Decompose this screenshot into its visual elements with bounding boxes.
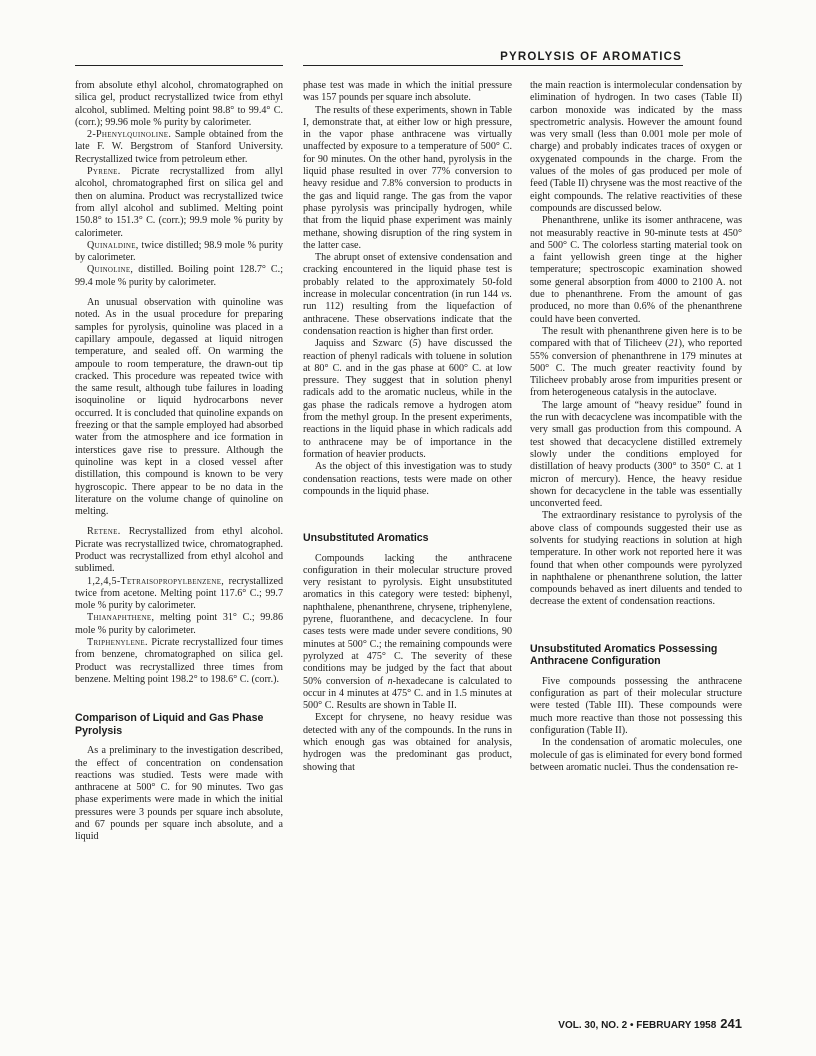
header-rule-left xyxy=(75,65,283,66)
compound-name: Quinoline, xyxy=(87,264,134,276)
paragraph: As a preliminary to the investigation described, the effect of concentration on condensation reactions was studied. Tests were made with anthracene at 500° C. for 90 minutes. Two gas phase experiments were made in which the initial pressures were 3 pounds per square inch absolute, and 67 pounds per square inch absolute, and a liquid xyxy=(75,745,283,843)
issue-line: VOL. 30, NO. 2 • FEBRUARY 1958 xyxy=(558,1020,717,1031)
compound-entry xyxy=(75,612,283,637)
compound-entry xyxy=(75,637,283,686)
compound-text: Picrate recrystallized four times from benzene, chromatographed on silica gel. Product was recrystallized three times from benzene. Melting point 198.2° to 198.6° C. (corr.). xyxy=(75,637,283,685)
paragraph: Phenanthrene, unlike its isomer anthracene, was not measurably reactive in 90-minute tests at 450° and 500° C. The colorless starting material took on a faint yellowish green tinge at the higher temperature; spectroscopic examination showed some general absorption from 4000 to 2100 A. not due to phenanthrene. From the amount of gas produced, no more than 0.6% of the phenanthrene could have been converted. xyxy=(530,215,742,325)
compound-name: Thianaphthene, xyxy=(87,612,155,624)
section-heading: Unsubstituted Aromatics xyxy=(303,532,429,545)
paragraph: The large amount of “heavy residue” found in the run with decacyclene was incompatible with the very small gas production from this compound. A test showed that decacyclene distilled extremely slowly under the conditions employed for distillation of heavy products (300° to 350° C. at 1 micron of mercury). Hence, the heavy residue shown for decacyclene in the table was essentially unconverted feed. xyxy=(530,399,742,510)
paragraph xyxy=(303,553,512,713)
page-footer xyxy=(520,1016,742,1031)
paragraph: Five compounds possessing the anthracene configuration as part of their molecular structure were tested (Table III). These compounds were much more reactive than those not possessing this configuration (Table II). xyxy=(530,675,742,736)
paragraph: phase test was made in which the initial pressure was 157 pounds per square inch absolute. xyxy=(303,80,512,104)
header-rule-right xyxy=(303,65,683,66)
text-run: -hexadecane is calculated to occur in 4 minutes at 475° C. and in 1.5 minutes at 500° C. Results are shown in Table II. xyxy=(303,675,512,712)
reference-number: 21 xyxy=(668,338,679,350)
text-run: run 112) resulting from the liquefaction of anthracene. These observations indicate that the condensation reaction is higher than first order. xyxy=(303,301,512,337)
compound-text: Recrystallized from ethyl alcohol. Picrate was recrystallized twice, chromatographed. Product was recrystallized from ethyl alcohol and sublimed. xyxy=(75,526,283,575)
running-head: PYROLYSIS OF AROMATICS xyxy=(500,51,682,63)
paragraph: In the condensation of aromatic molecules, one molecule of gas is eliminated for every bond formed between aromatic nuclei. Thus the condensation re- xyxy=(530,737,742,773)
compound-text: distilled. Boiling point 128.7° C.; 99.4 mole % purity by calorimeter. xyxy=(75,264,283,288)
section-heading: Unsubstituted Aromatics Possessing Anthracene Configuration xyxy=(530,642,718,668)
compound-entry xyxy=(75,576,283,613)
compound-entry xyxy=(75,264,283,289)
paragraph xyxy=(303,252,512,338)
compound-entry xyxy=(75,526,283,575)
text-run: Compounds lacking the anthracene configuration in their molecular structure proved very resistant to pyrolysis. Eight unsubstituted aromatics in this category were tested: biphenyl, naphthalene, phenanthrene, chrysene, triphenylene, pyrene, fluoranthene, and decacyclene. In four cases tests were made under severe conditions, 90 minutes at 500° C.; the remaining compounds were pyrolyzed at 475° C. The severity of these conditions may be judged by the fact that about 50% conversion of xyxy=(303,552,512,687)
text-run: ), who reported 55% conversion of phenanthrene in 179 minutes at 500° C. The much greater reactivity found by Tilicheev probably arose from impurities present or from heterogeneous catalysis in the autoclave. xyxy=(530,338,742,399)
compound-name: Quinaldine, xyxy=(87,239,139,251)
compound-text: recrystallized twice from acetone. Melting point 117.6° C.; 99.7 mole % purity by calorimeter. xyxy=(75,575,283,612)
paragraph: The extraordinary resistance to pyrolysis of the above class of compounds suggested their use as solvents for studying reactions in solution at high temperature. In other work not reported here it was found that when other compounds were pyrolyzed in naphthalene or phenanthrene solution, the latter compounds behaved as inert diluents and tended to decrease the extent of condensation reactions. xyxy=(530,510,742,608)
paragraph: The results of these experiments, shown in Table I, demonstrate that, at either low or high pressure, in the vapor phase anthracene was virtually unaffected by exposure to a temperature of 500° C. for 90 minutes. On the other hand, pyrolysis in the liquid phase resulted in over 77% conversion to heavy residue and 7.8% conversion to products in the gas and liquid range. The gas from the vapor phase pyrolysis was principally hydrogen, while that from the liquid phase experiment was mainly methane, showing disruption of the ring system in the latter case. xyxy=(303,104,513,251)
compound-entry xyxy=(75,166,283,240)
text-run: Jaquiss and Szwarc ( xyxy=(315,338,413,350)
section-heading: Comparison of Liquid and Gas Phase Pyrolysis xyxy=(75,712,264,737)
paragraph: As the object of this investigation was to study condensation reactions, tests were made on other compounds in the liquid phase. xyxy=(303,461,512,497)
compound-text: melting point 31° C.; 99.86 mole % purity by calorimeter. xyxy=(75,612,283,636)
page-number: 241 xyxy=(720,1016,742,1031)
paragraph: from absolute ethyl alcohol, chromatographed on silica gel, product recrystallized twice from ethyl alcohol, sublimed. Melting point 98.8° to 99.4° C. (corr.); 99.96 mole % purity by calorimeter. xyxy=(75,80,283,128)
text-run: The abrupt onset of extensive condensation and cracking encountered in the liquid phase test is probably related to the approximately 50-fold increase in molecular concentration (in run 144 xyxy=(303,252,512,301)
column-3 xyxy=(530,80,742,774)
compound-name: 1,2,4,5-Tetraisopropylbenzene, xyxy=(87,575,225,587)
compound-text: twice distilled; 98.9 mole % purity by calorimeter. xyxy=(75,239,283,264)
text-run: n xyxy=(387,675,393,687)
compound-entry xyxy=(75,240,283,265)
compound-entry xyxy=(75,129,283,166)
compound-text: Picrate recrystallized from allyl alcohol, chromatographed first on silica gel and then on alumina. Product was recrystallized twice from allyl alcohol and sublimed. Melting point 150.8° to 151.3° C. (corr.); 99.9 mole % purity by calorimeter. xyxy=(75,166,283,239)
column-2 xyxy=(303,80,512,774)
paragraph xyxy=(530,326,742,400)
text-run: The result with phenanthrene given here is to be compared with that of Tilicheev ( xyxy=(530,325,742,350)
column-1 xyxy=(75,80,283,844)
compound-name: Retene. xyxy=(87,526,121,538)
compound-text: Sample obtained from the late F. W. Bergstrom of Stanford University. Recrystallized twice from petroleum ether. xyxy=(75,129,283,165)
paragraph xyxy=(303,338,512,461)
compound-name: Triphenylene. xyxy=(87,637,148,649)
reference-number: 5 xyxy=(412,338,418,350)
paragraph: An unusual observation with quinoline was noted. As in the usual procedure for preparing samples for pyrolysis, quinoline was placed in a capillary ampoule, degassed at liquid nitrogen temperature, and sealed off. On warming the ampoule to room temperature, the drawn-out tip cracked. This procedure was repeated twice with the same result, although tube failures in loading isoquinoline or liquid hydrocarbons never occurred. It is concluded that quinoline expands on freezing or that the sample employed had absorbed water from the atmosphere and ice formation in interstices gave rise to pressure. Although the quinoline was kept in a closed vessel after distillation, this compound is known to be very hygroscopic. There appear to be no data in the literature on the volume change of quinoline on melting. xyxy=(75,297,283,518)
paragraph: the main reaction is intermolecular condensation by elimination of hydrogen. In two cases (Table II) carbon monoxide was indicated by the mass spectrometric analysis. However the amount found was very small (less than 0.001 mole per mole of charge) and probably indicates traces of oxygen or oxygenated compounds in the charge. From the values of the moles of gas produced per mole of feed (Table II) chrysene was the most reactive of the eight compounds. The relative reactivities of these compounds are discussed below. xyxy=(530,80,743,214)
text-run: ) have discussed the reaction of phenyl radicals with toluene in solution at 80° C. and in the gas phase at 600° C. at low pressure. They suggest that in solution phenyl radicals add to the aromatic nucleus, while in the gas phase the radicals remove a hydrogen atom from the methyl group. In the present experiments, reactions in the liquid phase in which radicals add to anthracene may be of importance in the formation of heavier products. xyxy=(303,338,512,460)
compound-name: Pyrene. xyxy=(87,166,121,178)
paragraph: Except for chrysene, no heavy residue was detected with any of the compounds. In the runs in which enough gas was obtained for analysis, hydrogen was the predominant gas product, showing that xyxy=(303,712,512,773)
text-run: vs. xyxy=(501,289,512,301)
compound-name: 2-Phenylquinoline. xyxy=(87,129,172,141)
